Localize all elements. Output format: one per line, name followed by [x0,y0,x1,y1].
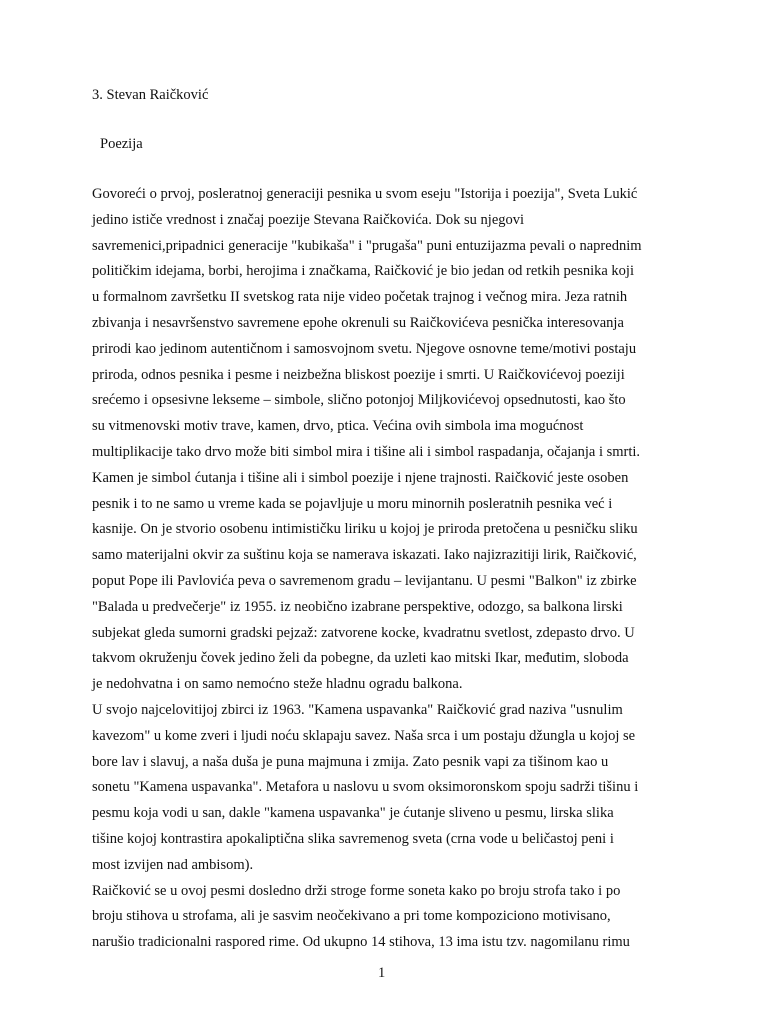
text-line: Govoreći o prvoj, posleratnoj generaciji pesnika u svom eseju "Istorija i poezija", Sveta Lukić [92,186,638,202]
text-line: u formalnom završetku II svetskog rata nije video početak trajnog i večnog mira. Jeza ratnih [92,289,628,306]
text-line: priroda, odnos pesnika i pesme i neizbežna bliskost poezije i smrti. U Raičkovićevoj poeziji [92,366,625,383]
text-line: prirodi kao jedinom autentičnom i samosvojnom svetu. Njegove osnovne teme/motivi postaju [92,340,637,357]
text-line: zbivanja i nesavršenstvo savremene epohe okrenuli su Raičkovićeva pesnička interesovanja [92,314,624,331]
text-line: je nedohvatna i on samo nemoćno steže hladnu ogradu balkona. [92,676,463,693]
text-line: samo materijalni okvir za suštinu koja se namerava iskazati. Iako najizrazitiji lirik, Raičković, [92,547,637,564]
text-line: broju stihova u strofama, ali je sasvim neočekivano a pri tome kompoziciono motivisano, [92,908,611,925]
text-line: poput Pope ili Pavlovića peva o savremenom gradu – levijantanu. U pesmi "Balkon" iz zbirke [92,572,637,589]
page-number: 1 [378,965,386,981]
text-line: pesnik i to ne samo u vreme kada se pojavljuje u moru minornih posleratnih pesnika već i [92,495,613,512]
text-line: Raičković se u ovoj pesmi dosledno drži stroge forme soneta kako po broju strofa tako i po [92,882,621,899]
text-line: srećemo i opsesivne lekseme – simbole, slično potonjoj Miljkovićevoj opsednutosti, kao što [92,392,626,409]
text-line: multiplikacije tako drvo može biti simbol mira i tišine ali i simbol raspadanja, očajanja i smrti. [92,443,641,460]
text-line: savremenici,pripadnici generacije "kubikaša" i "prugaša" puni entuzijazma pevali o naprednim [92,237,642,254]
text-line: U svojo najcelovitijoj zbirci iz 1963. "Kamena uspavanka" Raičković grad naziva "usnulim [92,701,623,718]
text-line: kavezom" u kome zveri i ljudi noću sklapaju savez. Naša srca i um postaju džungla u kojoj se [92,727,636,744]
text-line: subjekat gleda sumorni gradski pejzaž: zatvorene kocke, kvadratnu svetlost, zdepasto drvo. U [92,624,635,641]
text-line: bore lav i slavuj, a naša duša je puna majmuna i zmija. Zato pesnik vapi za tišinom kao u [92,753,609,770]
text-line: most izvijen nad ambisom). [92,856,254,873]
text-line: "Balada u predvečerje" iz 1955. iz neobično izabrane perspektive, odozgo, sa balkona lirski [92,598,623,615]
text-line: takvom okruženju čovek jedino želi da pobegne, da uzleti kao mitski Ikar, međutim, sloboda [92,650,629,667]
text-line: političkim idejama, borbi, herojima i značkama, Raičković je bio jedan od retkih pesnika koji [92,263,634,280]
section-subheading: Poezija [100,136,143,152]
text-line: tišine kojoj kontrastira apokaliptična slika savremenog sveta (crna vode u beličastoj peni i [92,830,614,847]
section-heading: 3. Stevan Raičković [92,87,209,103]
text-line: pesmu koja vodi u san, dakle "kamena uspavanka" je ćutanje sliveno u pesmu, lirska slika [92,805,614,822]
text-line: Kamen je simbol ćutanja i tišine ali i simbol poezije i njene trajnosti. Raičković jeste osoben [92,469,629,486]
text-line: su vitmenovski motiv trave, kamen, drvo, ptica. Većina ovih simbola ima mogućnost [92,418,584,435]
body-text [92,182,692,956]
text-line: jedino ističe vrednost i značaj poezije Stevana Raičkovića. Dok su njegovi [92,211,525,228]
text-line: sonetu "Kamena uspavanka". Metafora u naslovu u svom oksimoronskom spoju sadrži tišinu i [92,779,639,796]
text-line: narušio tradicionalni raspored rime. Od ukupno 14 stihova, 13 ima istu tzv. nagomilanu rimu [92,934,630,951]
text-line: kasnije. On je stvorio osobenu intimističku liriku u kojoj je priroda pretočena u pesničku sliku [92,521,638,538]
